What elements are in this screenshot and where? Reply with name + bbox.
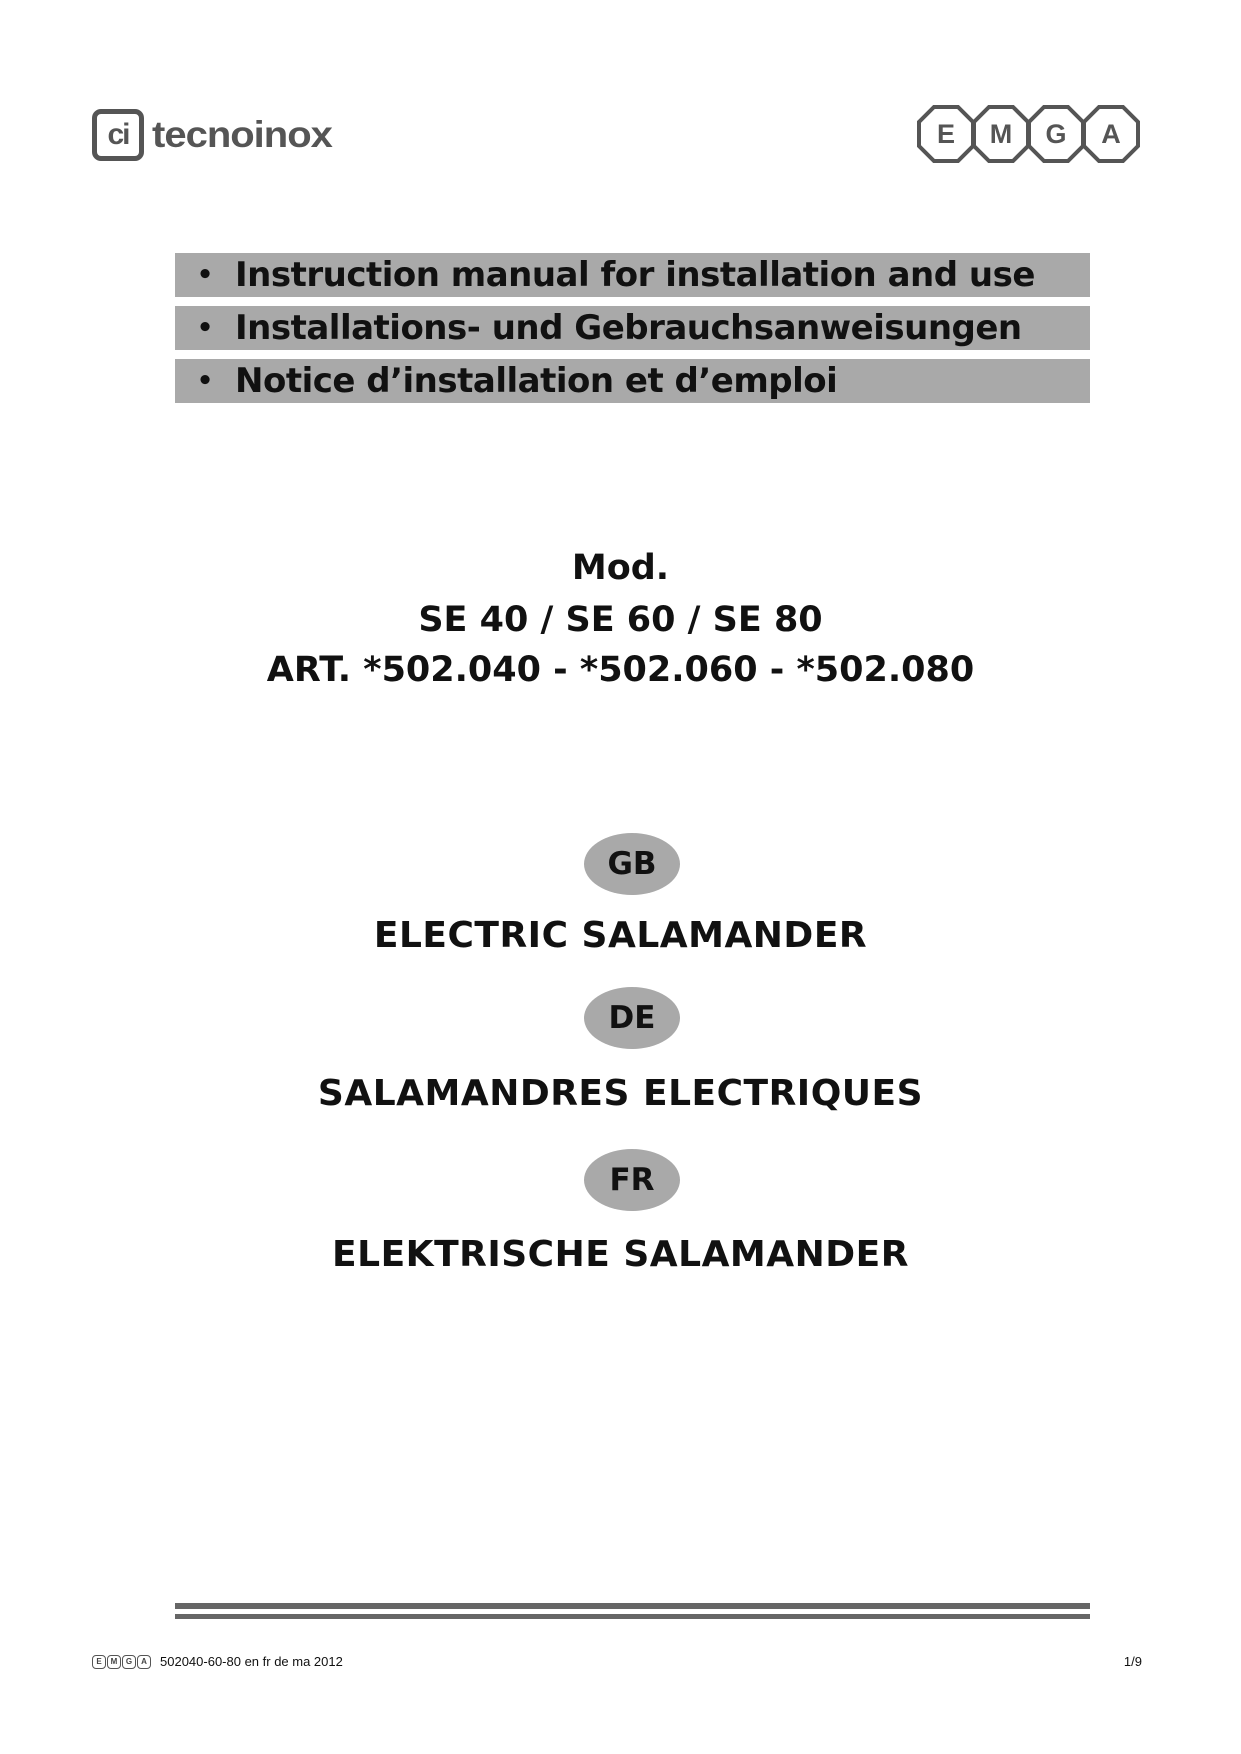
ci-badge-text: ci (107, 118, 129, 151)
bullet: • (196, 313, 214, 343)
title-bar-de (175, 306, 1090, 350)
emga-letter-g: G (1026, 104, 1086, 164)
title-de: Installations- und Gebrauchsanweisungen (235, 308, 1022, 348)
emga-letter-a: A (1081, 104, 1141, 164)
title-en: Instruction manual for installation and use (235, 255, 1035, 295)
emga-letter-e: E (916, 104, 976, 164)
title-fr: Notice d’installation et d’emploi (235, 361, 838, 401)
mini-emga-logo: E M G A (92, 1655, 152, 1669)
lang-badge-gb: GB (584, 833, 680, 895)
footer-rule-bottom (175, 1614, 1090, 1619)
product-title-gb: ELECTRIC SALAMANDER (373, 915, 868, 956)
emga-logo (916, 104, 1136, 164)
manual-titles (175, 253, 1090, 412)
bullet: • (196, 366, 214, 396)
tecnoinox-logo (92, 106, 332, 164)
ci-badge (92, 109, 144, 161)
page-number: 1/9 (1123, 1654, 1142, 1669)
model-label: Mod. (571, 548, 670, 588)
lang-badge-fr: FR (584, 1149, 680, 1211)
tecnoinox-brand-text: tecnoinox (152, 114, 332, 155)
footer-rule-top (175, 1603, 1090, 1609)
title-bar-en (175, 253, 1090, 297)
product-title-de: SALAMANDRES ELECTRIQUES (317, 1073, 924, 1114)
model-names: SE 40 / SE 60 / SE 80 (418, 600, 823, 640)
bullet: • (196, 260, 214, 290)
footer-doc-ref (92, 1654, 343, 1669)
emga-letter-m: M (971, 104, 1031, 164)
product-title-fr: ELEKTRISCHE SALAMANDER (332, 1234, 909, 1275)
doc-reference-text: 502040-60-80 en fr de ma 2012 (160, 1654, 343, 1669)
title-bar-fr (175, 359, 1090, 403)
article-numbers: ART. *502.040 - *502.060 - *502.080 (266, 650, 975, 690)
lang-badge-de: DE (584, 987, 680, 1049)
